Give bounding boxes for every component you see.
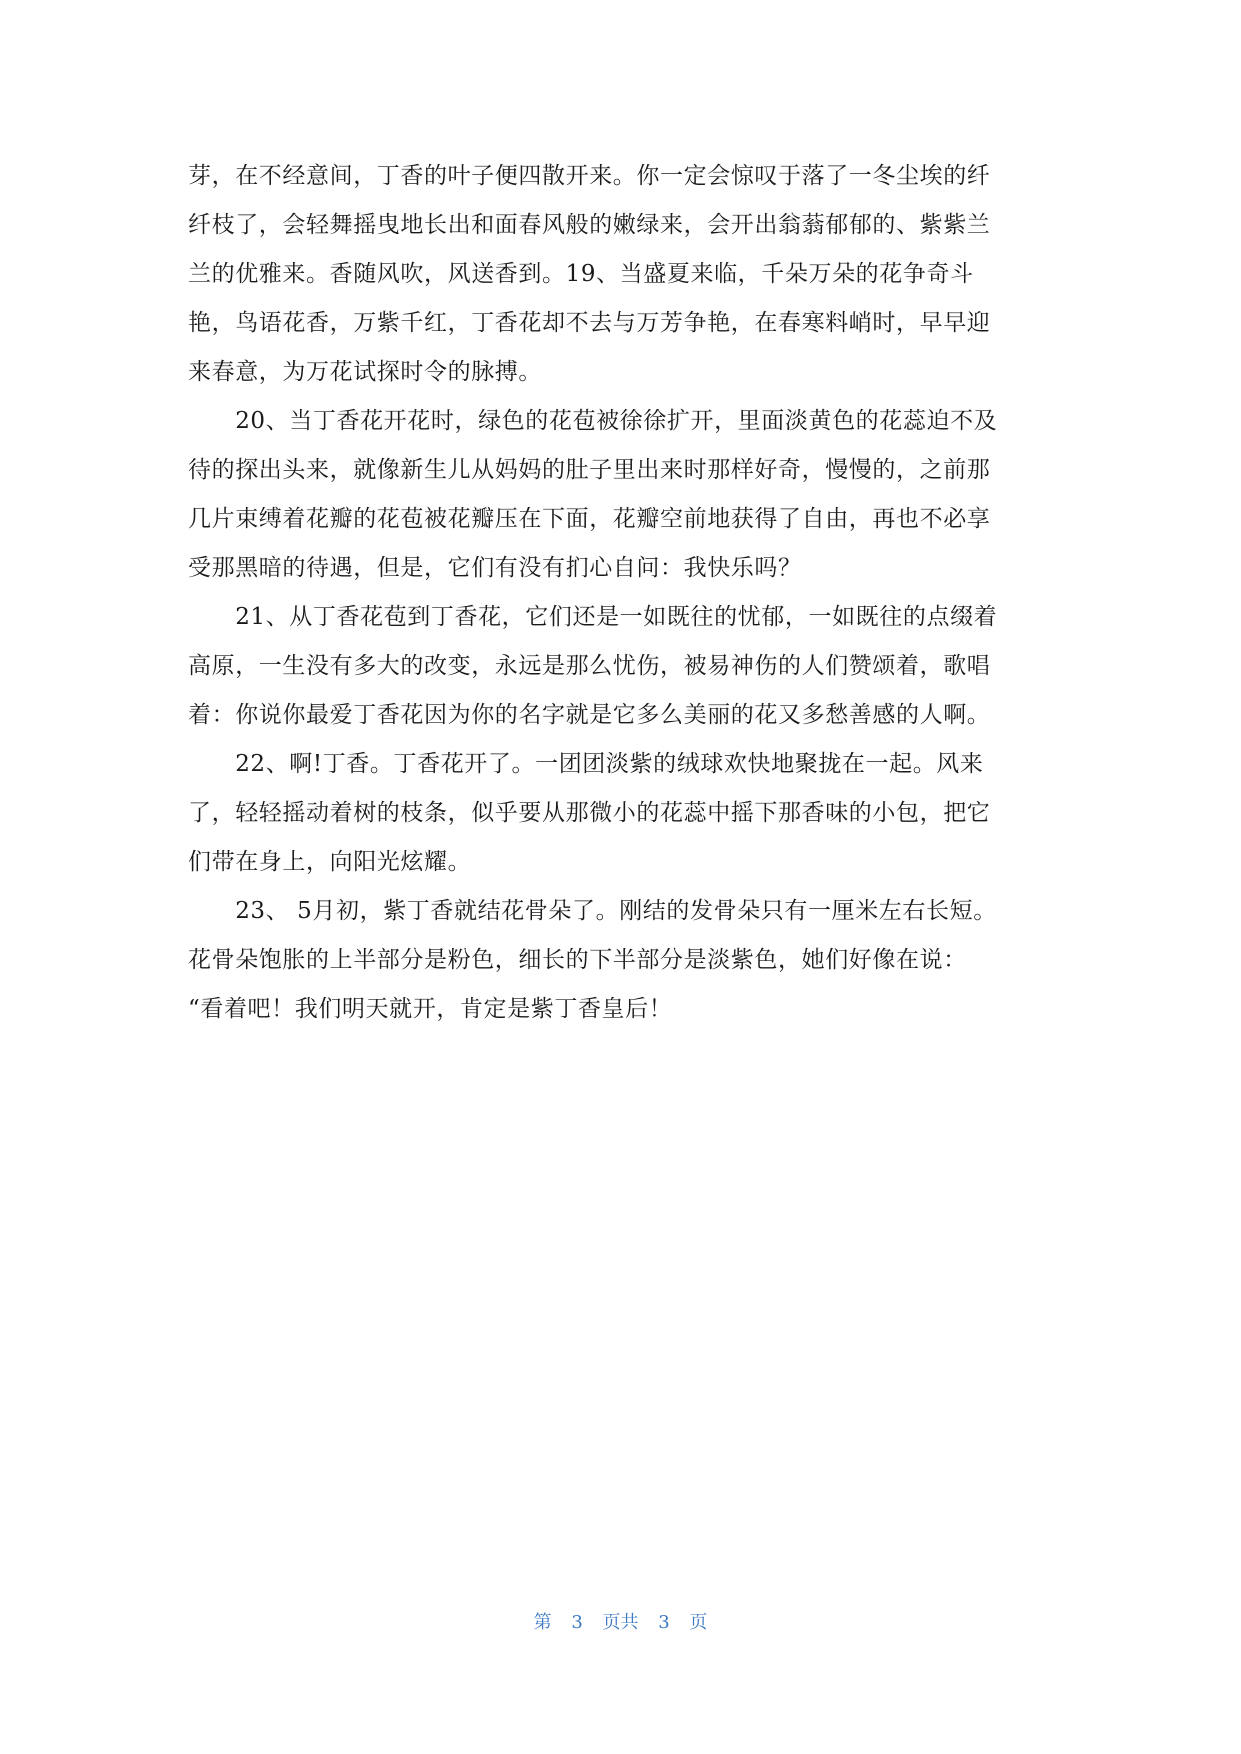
text-line: 兰的优雅来。香随风吹，风送香到。19、当盛夏来临，千朵万朵的花争奇斗 [188,261,974,287]
text-line: “看着吧！我们明天就开，肯定是紫丁香皇后！ [188,996,673,1022]
text-line: 待的探出头来，就像新生儿从妈妈的肚子里出来时那样好奇，慢慢的，之前那 [188,457,991,483]
text-line: 23、 5月初，紫丁香就结花骨朵了。刚结的发骨朵只有一厘米左右长短。 [188,898,997,924]
text-line: 芽，在不经意间，丁香的叶子便四散开来。你一定会惊叹于落了一冬尘埃的纤 [188,163,991,189]
text-line: 20、当丁香花开花时，绿色的花苞被徐徐扩开，里面淡黄色的花蕊迫不及 [188,408,998,434]
text-line: 几片束缚着花瓣的花苞被花瓣压在下面，花瓣空前地获得了自由，再也不必享 [188,506,991,532]
page-number-text: 第 3 页共 3 页 [533,1612,708,1633]
text-line: 22、啊!丁香。丁香花开了。一团团淡紫的绒球欢快地聚拢在一起。风来 [188,751,984,777]
text-line: 花骨朵饱胀的上半部分是粉色，细长的下半部分是淡紫色，她们好像在说： [188,947,967,973]
text-line: 艳，鸟语花香，万紫千红，丁香花却不去与万芳争艳，在春寒料峭时，早早迎 [188,310,991,336]
text-line: 们带在身上，向阳光炫耀。 [188,849,472,875]
body-text [188,152,1056,1034]
text-line: 了，轻轻摇动着树的枝条，似乎要从那微小的花蕊中摇下那香味的小包，把它 [188,800,991,826]
text-line: 着：你说你最爱丁香花因为你的名字就是它多么美丽的花又多愁善感的人啊。 [188,702,991,728]
text-line: 21、从丁香花苞到丁香花，它们还是一如既往的忧郁，一如既往的点缀着 [188,604,998,630]
text-line: 受那黑暗的待遇，但是，它们有没有扪心自问：我快乐吗？ [188,555,802,581]
text-line: 来春意，为万花试探时令的脉搏。 [188,359,542,385]
page-footer [0,1608,1241,1634]
text-line: 高原，一生没有多大的改变，永远是那么忧伤，被易神伤的人们赞颂着，歌唱 [188,653,991,679]
text-line: 纤枝了，会轻舞摇曳地长出和面春风般的嫩绿来，会开出翁蓊郁郁的、紫紫兰 [188,212,991,238]
